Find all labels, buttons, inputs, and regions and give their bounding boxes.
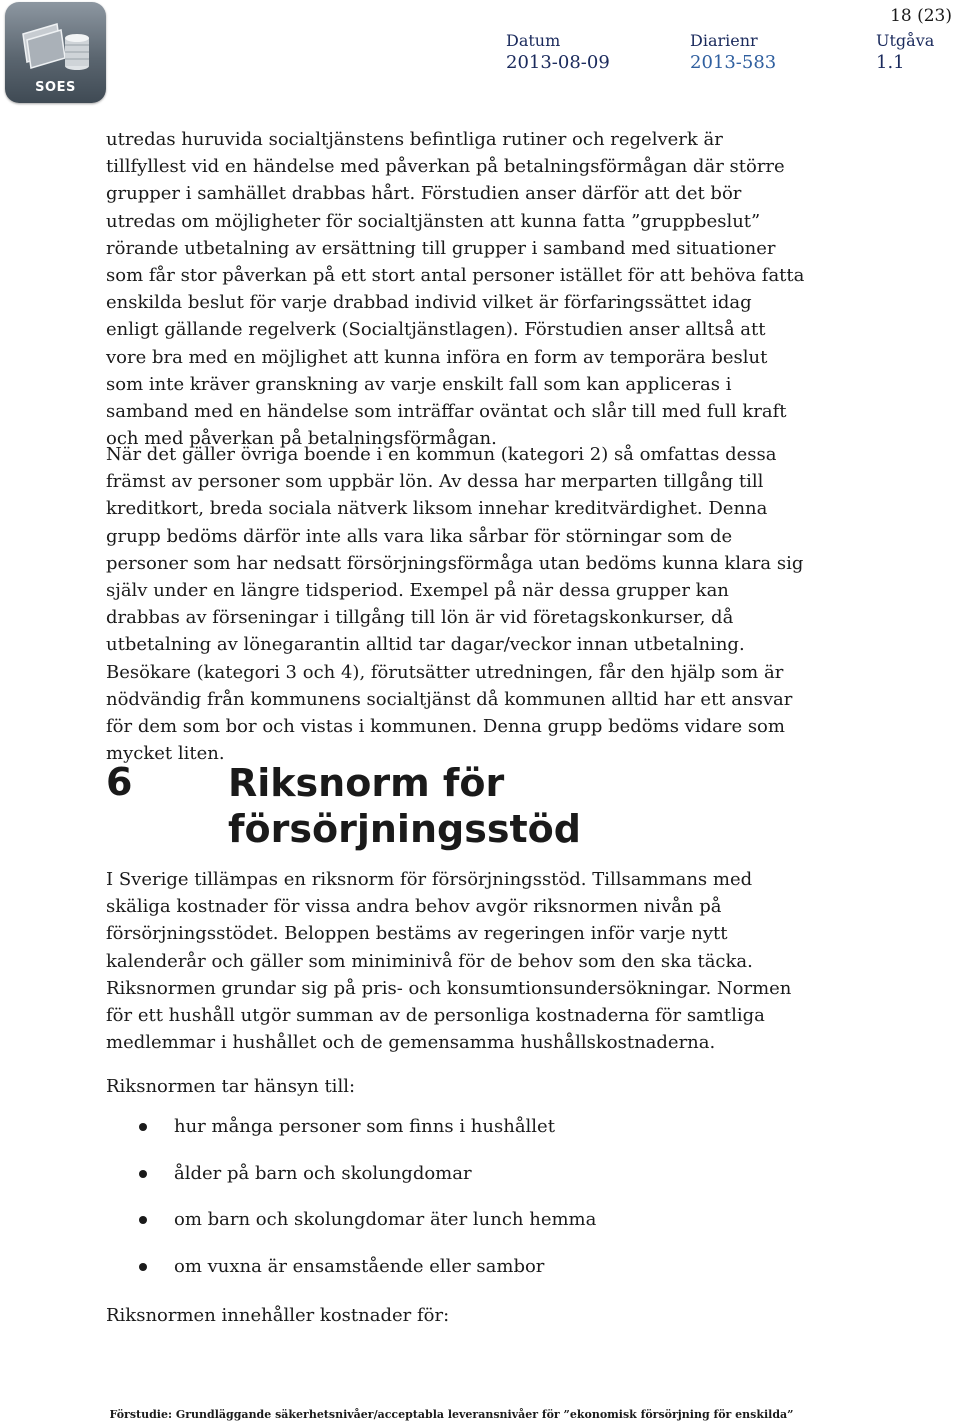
- list-item-text: om barn och skolungdomar äter lunch hemma: [174, 1209, 597, 1231]
- diarienr-label: Diarienr: [690, 31, 758, 50]
- page-footer: Förstudie: Grundläggande säkerhetsnivåer/acceptabla leveransnivåer för ”ekonomisk försörjning för enskilda”: [109, 1408, 794, 1421]
- paragraph-gruppbeslut: utredas huruvida socialtjänstens befintliga rutiner och regelverk är tillfyllest vid en händelse med påverkan på betalningsförmågan där större grupper i samhället drabbas hårt. Förstudien anser därför att det bör utredas om möjligheter för socialtjänsten att kunna fatta ”gruppbeslut” rörande utbetalning av ersättning till grupper i samband med situationer som får stor påverkan på ett stort antal personer istället för att behöva fatta enskilda beslut för varje drabbad individ vilket är förfaringssättet idag enligt gällande regelverk (Socialtjänstlagen). Förstudien anser alltså att vore bra med en möjlighet att kunna införa en form av temporära beslut som inte kräver granskning av varje enskilt fall som kan appliceras i samband med en händelse som inträffar oväntat och slår till med full kraft och med påverkan på betalningsförmågan.: [106, 129, 805, 450]
- list-item-text: om vuxna är ensamstående eller sambor: [174, 1256, 545, 1278]
- paragraph-innehaller: Riksnormen innehåller kostnader för:: [106, 1305, 450, 1326]
- bullet-icon: [139, 1123, 147, 1131]
- bullet-icon: [139, 1216, 147, 1224]
- paragraph-tar-hansyn: Riksnormen tar hänsyn till:: [106, 1076, 356, 1097]
- utgava-value: 1.1: [876, 52, 905, 73]
- bullet-icon: [139, 1263, 147, 1271]
- page-number: 18 (23): [890, 6, 952, 26]
- list-item: [106, 1250, 806, 1297]
- list-item: [106, 1203, 806, 1250]
- bullet-icon: [139, 1170, 147, 1178]
- section-number: 6: [106, 760, 133, 804]
- list-item-text: hur många personer som finns i hushållet: [174, 1116, 555, 1137]
- soes-logo: [5, 2, 106, 103]
- paragraph-riksnorm: I Sverige tillämpas en riksnorm för försörjningsstöd. Tillsammans med skäliga kostnader för vissa andra behov avgör riksnormen nivån på försörjningsstödet. Beloppen bestäms av regeringen inför varje nytt kalenderår och gäller som miniminivå för de behov som den ska täcka. Riksnormen grundar sig på pris- och konsumtionsundersökningar. Normen för ett hushåll utgör summan av de personliga kostnaderna för samtliga medlemmar i hushållet och de gemensamma hushållskostnaderna.: [106, 869, 792, 1054]
- diarienr-value: 2013-583: [690, 52, 777, 73]
- list-item-text: ålder på barn och skolungdomar: [174, 1162, 472, 1184]
- coins-and-bills-icon: [17, 20, 95, 76]
- list-item: [106, 1110, 806, 1157]
- list-item: [106, 1157, 806, 1204]
- bullet-list: [106, 1110, 806, 1297]
- datum-value: 2013-08-09: [506, 52, 610, 73]
- paragraph-ovriga-boende: När det gäller övriga boende i en kommun (kategori 2) så omfattas dessa främst av personer som uppbär lön. Av dessa har merparten tillgång till kreditkort, breda sociala nätverk liksom innehar kreditvärdighet. Denna grupp bedöms därför inte alls vara lika sårbar för störningar som de personer som har nedsatt försörjningsförmåga utan bedöms kunna klara sig själv under en längre tidsperiod. Exempel på när dessa grupper kan drabbas av förseningar i tillgång till lön är vid företagskonkurser, då utbetalning av lönegarantin alltid tar dagar/veckor innan utbetalning. Besökare (kategori 3 och 4), förutsätter utredningen, får den hjälp som är nödvändig från kommunens socialtjänst då kommunen alltid har ett ansvar för dem som bor och vistas i kommunen. Denna grupp bedöms vidare som mycket liten.: [106, 444, 804, 765]
- datum-label: Datum: [506, 31, 561, 50]
- utgava-label: Utgåva: [876, 31, 935, 50]
- section-title: Riksnorm för försörjningsstöd: [228, 761, 581, 851]
- logo-label: SOES: [35, 80, 76, 95]
